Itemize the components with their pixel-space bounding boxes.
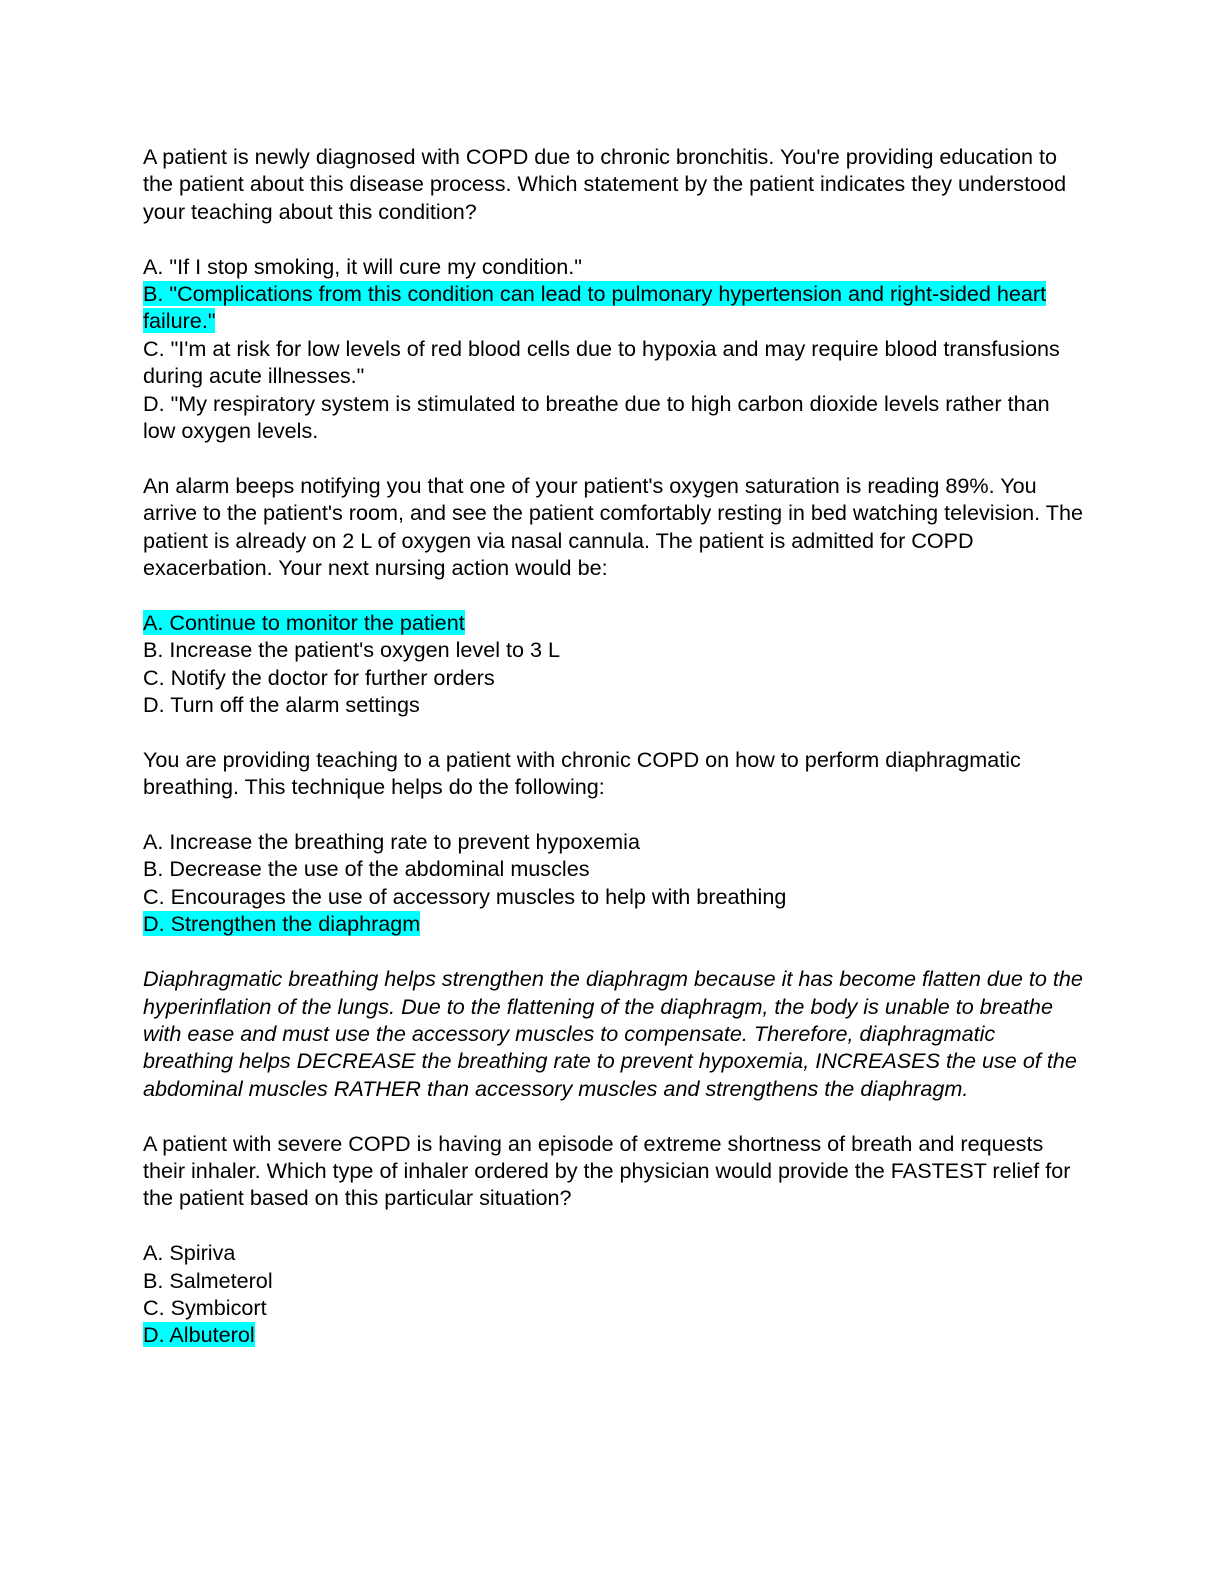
question-2-option-d [143,691,1083,718]
spacer [143,1102,1083,1129]
question-4-option-d-text: D. Albuterol [143,1322,255,1348]
question-3-option-a [143,828,1083,855]
question-2-option-b [143,636,1083,663]
question-1-stem: A patient is newly diagnosed with COPD due to chronic bronchitis. You're providing education to the patient about this disease process. Which statement by the patient indicates they understood your teaching about this condition? [143,144,1067,224]
question-1-option-c [143,335,1083,390]
question-1-option-d [143,390,1083,445]
question-3-option-b [143,855,1083,882]
question-2-option-d-text: D. Turn off the alarm settings [143,692,420,718]
question-1-option-d-text: D. "My respiratory system is stimulated to breathe due to high carbon dioxide levels rather than low oxygen levels. [143,390,1050,444]
question-4-option-a [143,1239,1083,1266]
question-2-option-a-correct [143,609,1083,636]
question-3-option-a-text: A. Increase the breathing rate to prevent hypoxemia [143,829,640,855]
question-4-option-c [143,1294,1083,1321]
question-2-option-c [143,664,1083,691]
spacer [143,938,1083,965]
question-4-stem: A patient with severe COPD is having an episode of extreme shortness of breath and requests their inhaler. Which type of inhaler ordered by the physician would provide the FASTEST relief for the patient based on this particular situation? [143,1130,1071,1211]
question-4-option-a-text: A. Spiriva [143,1240,236,1266]
question-1-option-b-correct [143,280,1083,335]
question-4-option-c-text: C. Symbicort [143,1294,267,1320]
question-1-option-a-text: A. "If I stop smoking, it will cure my condition." [143,253,582,279]
question-3-option-d-correct [143,910,1083,937]
question-2-stem: An alarm beeps notifying you that one of your patient's oxygen saturation is reading 89%. You arrive to the patient's room, and see the patient comfortably resting in bed watching television. The patient is already on 2 L of oxygen via nasal cannula. The patient is admitted for COPD exacerbation. Your next nursing action would be: [143,472,1083,581]
question-1-option-b-text: B. "Complications from this condition can lead to pulmonary hypertension and right-sided heart failure." [143,281,1047,334]
question-4-option-d-correct [143,1321,1083,1348]
question-4-option-b-text: B. Salmeterol [143,1267,273,1293]
spacer [143,581,1083,608]
spacer [143,225,1083,252]
spacer [143,1212,1083,1239]
question-3-option-c-text: C. Encourages the use of accessory muscles to help with breathing [143,883,787,909]
question-1-option-c-text: C. "I'm at risk for low levels of red blood cells due to hypoxia and may require blood transfusions during acute illnesses." [143,335,1060,389]
question-2-option-b-text: B. Increase the patient's oxygen level to 3 L [143,637,561,663]
question-2-option-c-text: C. Notify the doctor for further orders [143,664,495,690]
spacer [143,801,1083,828]
question-2-option-a-text: A. Continue to monitor the patient [143,609,465,635]
spacer [143,718,1083,745]
question-3-option-d-text: D. Strengthen the diaphragm [143,911,421,937]
question-4-option-b [143,1267,1083,1294]
question-3-option-c [143,883,1083,910]
question-3-stem: You are providing teaching to a patient with chronic COPD on how to perform diaphragmatic breathing. This technique helps do the following: [143,746,1021,800]
spacer [143,444,1083,471]
question-1-option-a [143,253,1083,280]
question-3-explanation: Diaphragmatic breathing helps strengthen the diaphragm because it has become flatten due to the hyperinflation of the lungs. Due to the flattening of the diaphragm, the body is unable to breathe with ease and must use the accessory muscles to compensate. Therefore, diaphragmatic breathing helps DECREASE the breathing rate to prevent hypoxemia, INCREASES the use of the abdominal muscles RATHER than accessory muscles and strengthens the diaphragm. [143,966,1083,1101]
document-content [143,143,1083,1349]
question-3-option-b-text: B. Decrease the use of the abdominal muscles [143,856,590,882]
